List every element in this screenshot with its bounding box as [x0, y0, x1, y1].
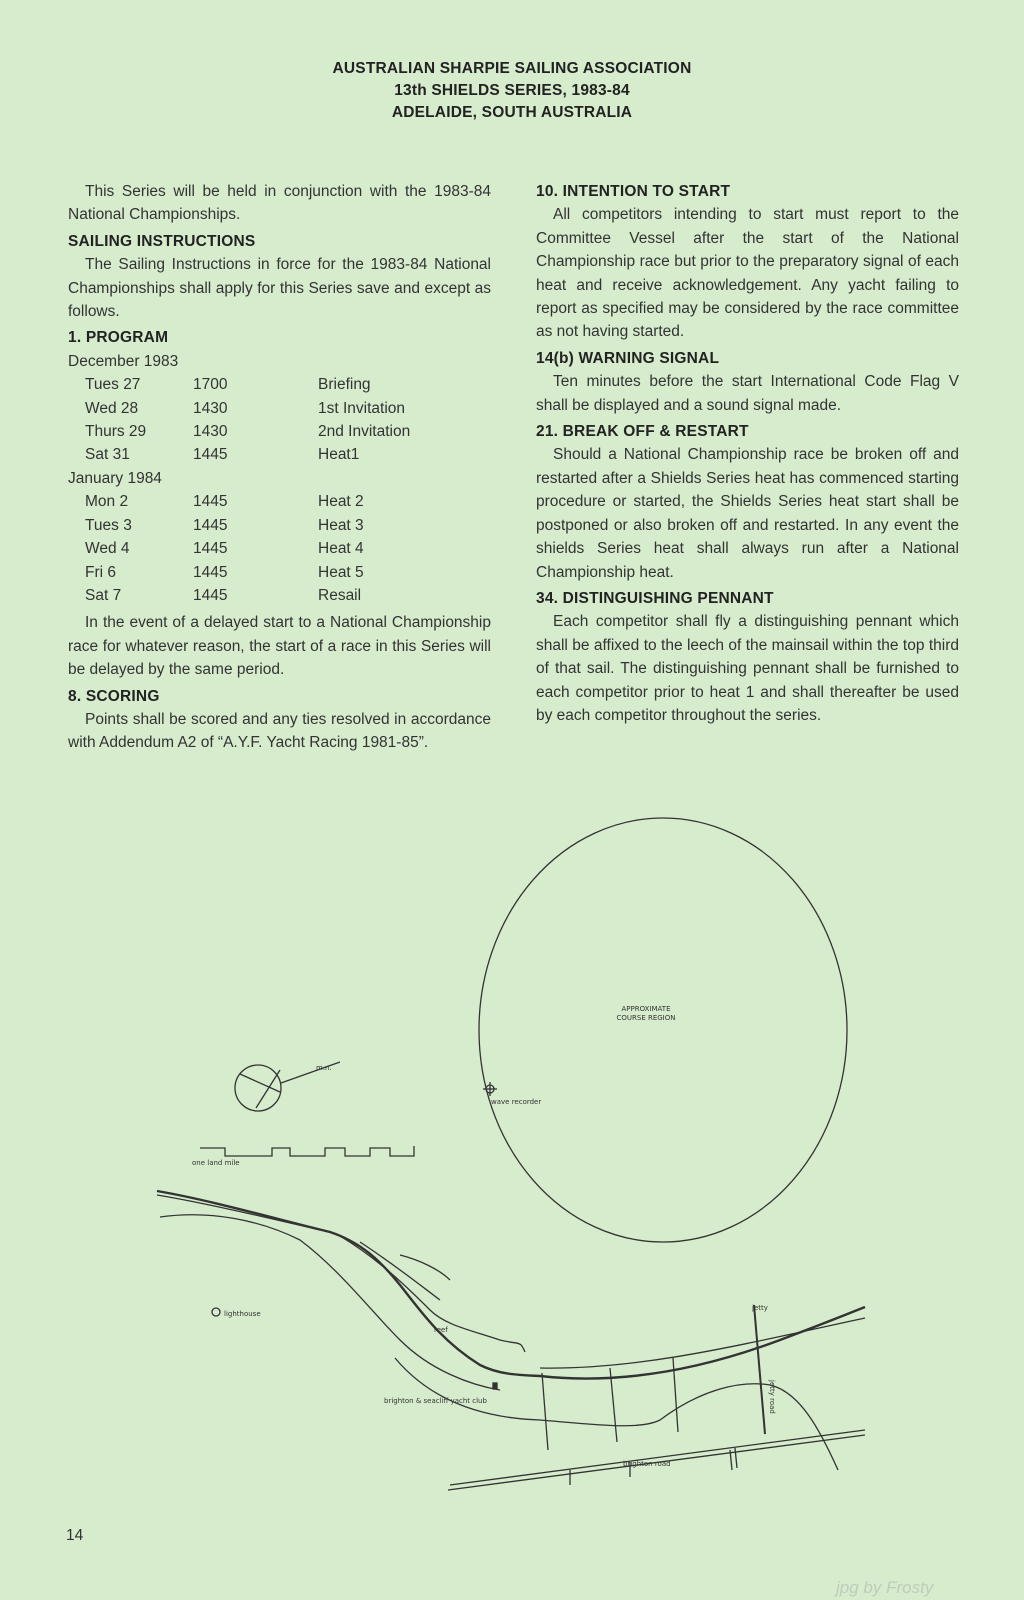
program-table-january — [85, 490, 468, 607]
intro-paragraph: This Series will be held in conjunction with the 1983-84 National Championships. — [68, 183, 491, 224]
table-row — [85, 373, 468, 396]
program-event: Heat 5 — [318, 563, 364, 581]
left-column — [68, 180, 491, 755]
street-line — [610, 1368, 617, 1442]
program-event: Resail — [318, 586, 362, 604]
table-row — [85, 514, 468, 537]
table-row — [85, 397, 468, 420]
header-association: AUSTRALIAN SHARPIE SAILING ASSOCIATION — [332, 60, 692, 77]
program-day: Mon 2 — [85, 493, 129, 511]
brighton-road-label: brighton road — [623, 1460, 671, 1468]
program-event: Briefing — [318, 376, 371, 394]
program-day: Fri 6 — [85, 563, 116, 581]
program-time: 1445 — [193, 586, 228, 604]
yacht-club-icon — [493, 1383, 497, 1389]
pennant-text: Each competitor shall fly a distinguishing pennant which shall be affixed to the leech of the mainsail within the top third of that sail. The distinguishing pennant shall be furnished to each competitor prior to heat 1 and shall thereafter be used by each competitor throughout the series. — [536, 613, 959, 724]
pennant-heading: 34. DISTINGUISHING PENNANT — [536, 589, 774, 607]
program-day: Wed 28 — [85, 399, 139, 417]
wave-recorder-label: wave recorder — [491, 1098, 542, 1106]
compass-line — [240, 1074, 280, 1092]
lighthouse-icon — [212, 1308, 220, 1316]
scale-label: one land mile — [192, 1159, 240, 1167]
road-line — [395, 1358, 838, 1470]
header-series: 13th SHIELDS SERIES, 1983-84 — [394, 82, 630, 99]
program-event: 2nd Invitation — [318, 423, 411, 441]
program-event: Heat1 — [318, 446, 360, 464]
right-column — [536, 180, 959, 727]
table-row — [85, 584, 468, 607]
boundary-line — [160, 1215, 500, 1390]
scoring-heading: 8. SCORING — [68, 687, 160, 705]
sailing-instructions-heading: SAILING INSTRUCTIONS — [68, 232, 256, 250]
sailing-instructions-text: The Sailing Instructions in force for the 1983-84 National Championships shall apply for this Series save and except as follows. — [68, 256, 491, 321]
jetty-road-label: jetty road — [768, 1380, 776, 1414]
course-region-circle — [479, 818, 847, 1242]
month-january: January 1984 — [68, 469, 162, 487]
program-event: Heat 4 — [318, 540, 364, 558]
scan-credit: jpg by Frosty — [836, 1578, 934, 1597]
break-off-heading: 21. BREAK OFF & RESTART — [536, 423, 749, 441]
club-label: brighton & seacliff yacht club — [384, 1397, 487, 1405]
program-day: Sat 31 — [85, 446, 130, 464]
table-row — [85, 561, 468, 584]
program-time: 1445 — [193, 493, 228, 511]
delay-paragraph: In the event of a delayed start to a National Championship race for whatever reason, the start of a race in this Series will be delayed by the same period. — [68, 614, 491, 679]
warning-signal-heading: 14(b) WARNING SIGNAL — [536, 349, 720, 367]
scoring-text: Points shall be scored and any ties resolved in accordance with Addendum A2 of “A.Y.F. Yacht Racing 1981-85”. — [68, 710, 491, 752]
header-location: ADELAIDE, SOUTH AUSTRALIA — [391, 104, 633, 121]
scale-bar — [200, 1146, 414, 1156]
course-region-label: APPROXIMATE — [621, 1005, 671, 1013]
program-day: Wed 4 — [85, 540, 130, 558]
program-table-december — [85, 373, 468, 467]
course-map — [0, 780, 1024, 1520]
program-day: Tues 3 — [85, 516, 132, 534]
jetty-road-line — [754, 1305, 765, 1434]
program-day: Sat 7 — [85, 586, 122, 604]
street-line — [542, 1373, 548, 1450]
intention-heading: 10. INTENTION TO START — [536, 183, 731, 200]
program-day: Thurs 29 — [85, 423, 147, 441]
reef-label: reef — [434, 1326, 448, 1334]
break-off-text: Should a National Championship race be broken off and restarted after a Shields Series heat has commenced starting procedure or started, the Shields Series heat start shall be postponed or also broken off and restarted. In any event the shields Series heat shall always run after a National Championship heat. — [536, 446, 959, 581]
program-event: Heat 2 — [318, 493, 364, 511]
lighthouse-label: lighthouse — [224, 1310, 261, 1318]
program-time: 1430 — [193, 399, 228, 417]
program-time: 1445 — [193, 516, 228, 534]
page-header — [0, 58, 1024, 124]
course-region-label: COURSE REGION — [616, 1014, 676, 1022]
program-time: 1430 — [193, 423, 228, 441]
program-time: 1445 — [193, 446, 228, 464]
table-row — [85, 443, 468, 466]
program-day: Tues 27 — [85, 376, 141, 394]
brighton-road — [450, 1430, 865, 1485]
program-time: 1445 — [193, 563, 228, 581]
page-number: 14 — [66, 1527, 84, 1544]
table-row — [85, 537, 468, 560]
table-row — [85, 490, 468, 513]
month-december: December 1983 — [68, 352, 179, 370]
program-time: 1700 — [193, 376, 228, 394]
program-event: Heat 3 — [318, 516, 364, 534]
warning-signal-text: Ten minutes before the start International Code Flag V shall be displayed and a sound signal made. — [536, 373, 959, 414]
program-heading: 1. PROGRAM — [68, 329, 169, 347]
program-time: 1445 — [193, 540, 228, 558]
intention-text: All competitors intending to start must report to the Committee Vessel after the start of the National Championship race but prior to the preparatory signal of each heat and receive acknowledgement. Any yacht failing to report as specified may be considered by the race committee as not having started. — [536, 206, 959, 341]
program-event: 1st Invitation — [318, 399, 406, 417]
jetty-label: jetty — [752, 1304, 768, 1312]
table-row — [85, 420, 468, 443]
north-label: m.n. — [316, 1064, 332, 1072]
